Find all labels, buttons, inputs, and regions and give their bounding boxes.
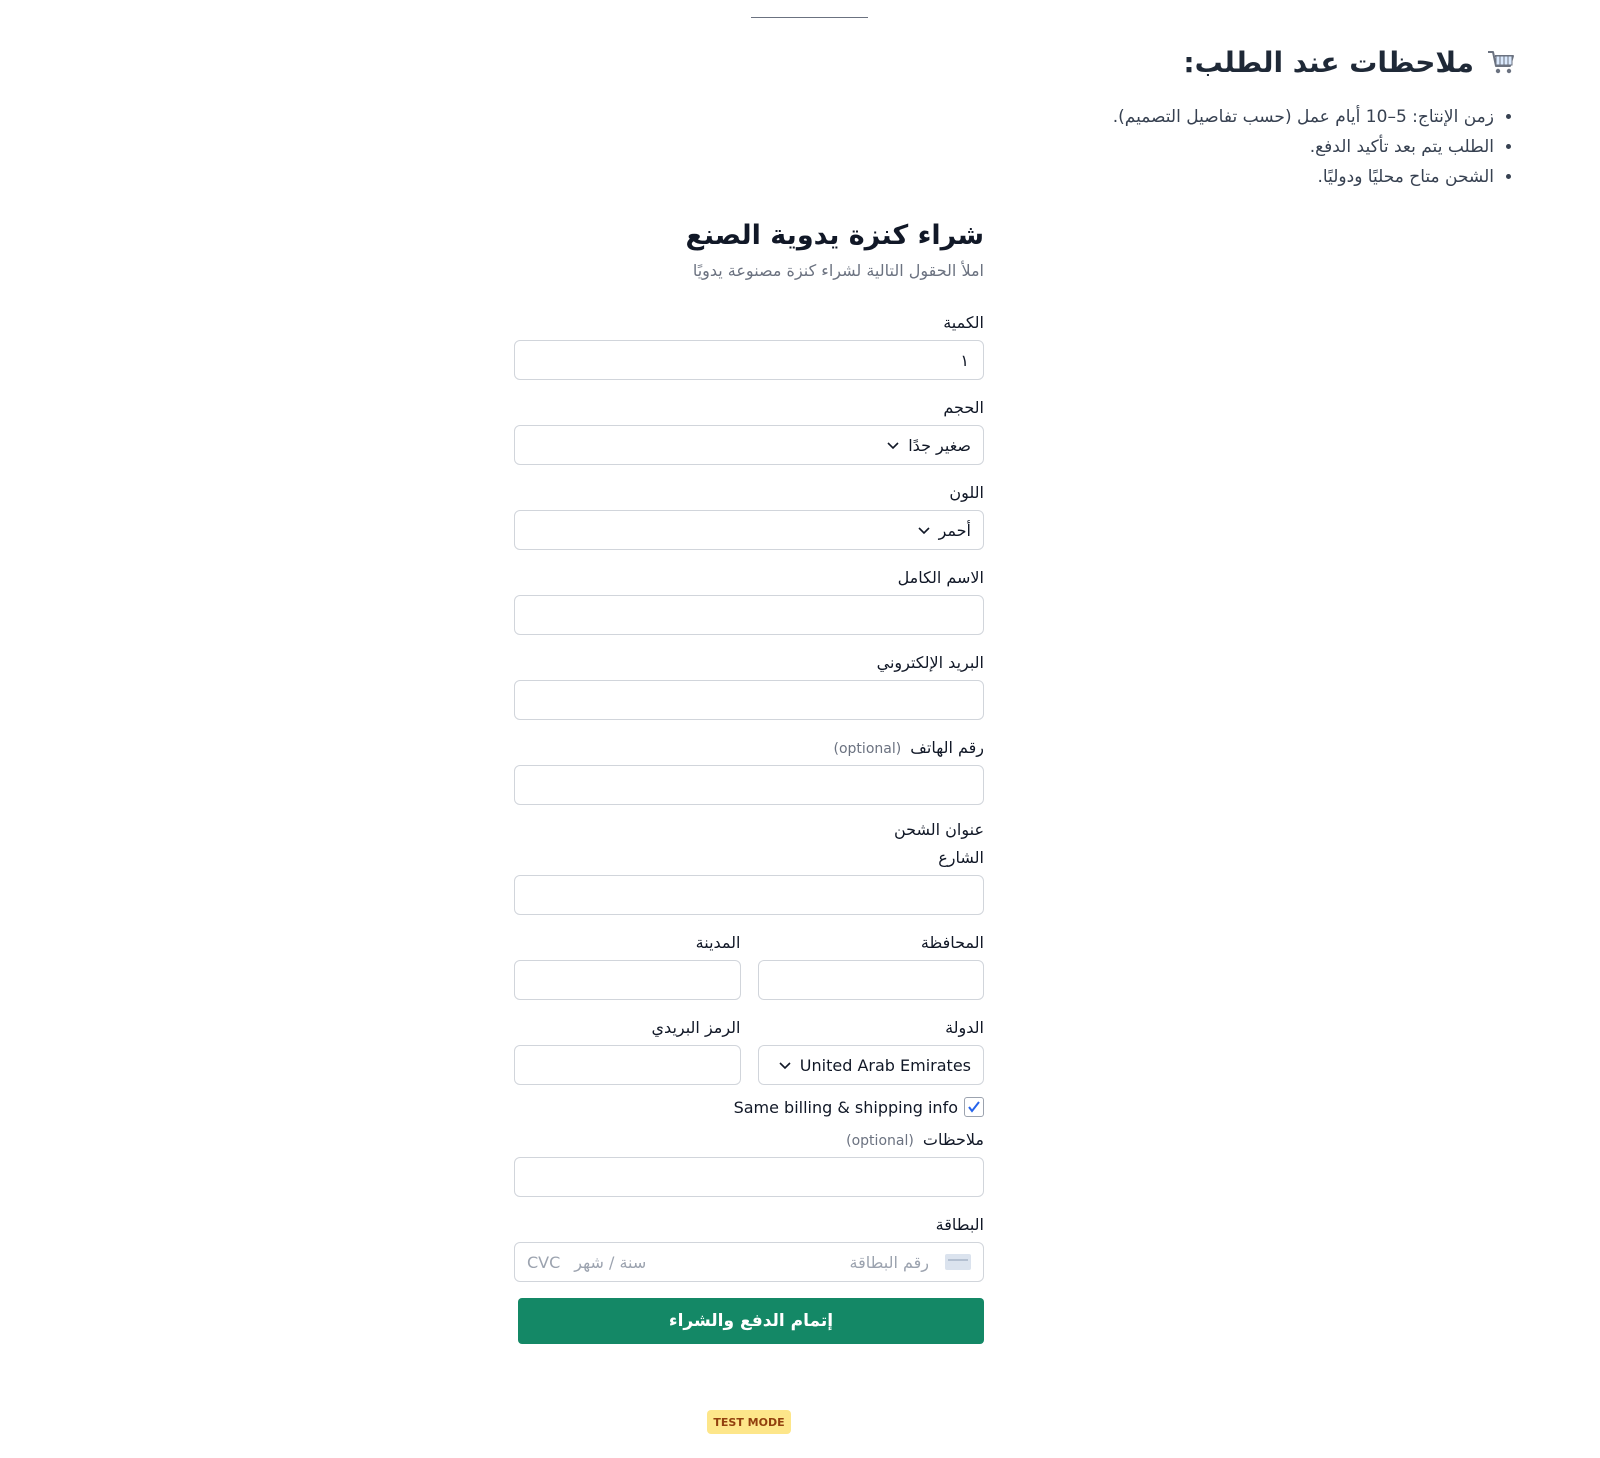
country-field — [758, 1017, 985, 1085]
phone-input[interactable] — [527, 775, 971, 796]
submit-payment-button[interactable]: إتمام الدفع والشراء — [518, 1298, 984, 1344]
quantity-input[interactable] — [527, 350, 971, 371]
phone-input-box — [514, 765, 984, 805]
card-number-placeholder: رقم البطاقة — [849, 1252, 929, 1272]
card-input[interactable] — [514, 1242, 984, 1282]
street-input-box — [514, 875, 984, 915]
size-select[interactable] — [514, 425, 984, 465]
chevron-down-icon — [778, 1058, 792, 1072]
top-divider — [751, 17, 868, 18]
phone-field — [514, 737, 984, 805]
email-input-box — [514, 680, 984, 720]
full-name-field — [514, 567, 984, 635]
color-label: اللون — [949, 483, 984, 502]
purchase-form — [514, 214, 984, 1344]
quantity-input-box — [514, 340, 984, 380]
city-label: المدينة — [695, 933, 741, 952]
color-select-value: أحمر — [938, 520, 971, 540]
chevron-down-icon — [917, 523, 931, 537]
country-label: الدولة — [945, 1018, 984, 1037]
color-select[interactable] — [514, 510, 984, 550]
phone-label — [514, 737, 984, 759]
shipping-address-title: عنوان الشحن — [893, 820, 984, 839]
zip-input-box — [514, 1045, 741, 1085]
street-input[interactable] — [527, 885, 971, 906]
phone-optional-hint: (optional) — [833, 741, 902, 757]
card-field — [514, 1214, 984, 1282]
quantity-field — [514, 312, 984, 380]
order-notes-title — [916, 38, 1516, 86]
zip-field — [514, 1017, 741, 1085]
size-label: الحجم — [943, 398, 984, 417]
full-name-label: الاسم الكامل — [897, 568, 984, 587]
street-field — [514, 847, 984, 915]
state-input[interactable] — [771, 970, 972, 991]
state-input-box — [758, 960, 985, 1000]
notes-input-box — [514, 1157, 984, 1197]
same-billing-checkbox[interactable] — [964, 1097, 984, 1117]
order-note-item: • الطلب يتم بعد تأكيد الدفع. — [916, 132, 1494, 162]
full-name-input-box — [514, 595, 984, 635]
order-notes — [916, 38, 1516, 192]
order-notes-title-text: ملاحظات عند الطلب: — [1183, 45, 1474, 79]
notes-optional-hint: (optional) — [846, 1133, 914, 1149]
state-field — [758, 932, 985, 1000]
card-label: البطاقة — [935, 1215, 984, 1234]
email-field — [514, 652, 984, 720]
card-cvc-placeholder: CVC — [527, 1252, 561, 1272]
email-label: البريد الإلكتروني — [876, 653, 984, 672]
notes-label-text: ملاحظات — [922, 1130, 984, 1149]
country-select-value: United Arab Emirates — [799, 1055, 971, 1075]
test-mode-badge: TEST MODE — [707, 1410, 791, 1434]
form-subtitle: املأ الحقول التالية لشراء كنزة مصنوعة يدويًا — [692, 261, 984, 280]
size-select-value: صغير جدًا — [908, 435, 971, 455]
size-field — [514, 397, 984, 465]
notes-label — [514, 1129, 984, 1151]
form-title: شراء كنزة يدوية الصنع — [685, 220, 984, 251]
card-expiry-cvc-group — [527, 1253, 646, 1272]
country-zip-row — [514, 1017, 984, 1085]
city-field — [514, 932, 741, 1000]
order-note-item: • الشحن متاح محليًا ودوليًا. — [916, 162, 1494, 192]
phone-label-text: رقم الهاتف — [910, 738, 984, 757]
same-billing-row — [514, 1093, 984, 1121]
chevron-down-icon — [886, 438, 900, 452]
zip-label: الرمز البريدي — [651, 1018, 741, 1037]
card-number-group — [850, 1253, 971, 1272]
credit-card-icon — [945, 1254, 971, 1270]
checkmark-icon — [967, 1100, 981, 1114]
card-expiry-placeholder: سنة / شهر — [574, 1252, 647, 1272]
country-select[interactable] — [758, 1045, 985, 1085]
same-billing-label: Same billing & shipping info — [733, 1097, 958, 1117]
color-field — [514, 482, 984, 550]
email-input[interactable] — [527, 690, 971, 711]
full-name-input[interactable] — [527, 605, 971, 626]
city-input-box — [514, 960, 741, 1000]
zip-input[interactable] — [527, 1055, 728, 1076]
order-note-item: • زمن الإنتاج: 5–10 أيام عمل (حسب تفاصيل التصميم). — [916, 102, 1494, 132]
order-notes-list — [916, 102, 1516, 192]
state-city-row — [514, 932, 984, 1000]
notes-field — [514, 1129, 984, 1197]
shopping-cart-icon — [1486, 48, 1516, 76]
quantity-label: الكمية — [943, 313, 984, 332]
street-label: الشارع — [938, 848, 984, 867]
state-label: المحافظة — [920, 933, 984, 952]
city-input[interactable] — [527, 970, 728, 991]
notes-input[interactable] — [527, 1167, 971, 1188]
